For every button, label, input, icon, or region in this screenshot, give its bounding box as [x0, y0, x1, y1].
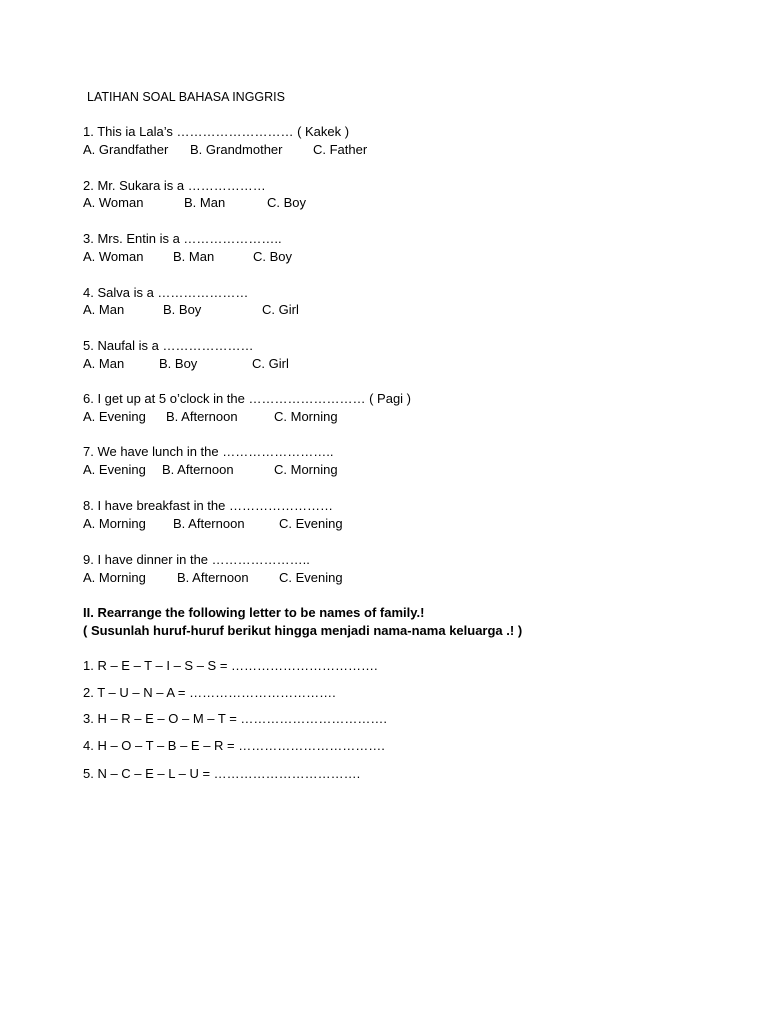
- question-2-option-b: B. Man: [184, 195, 226, 210]
- question-8-option-c: C. Evening: [279, 516, 343, 531]
- rearrange-item-4: 4. H – O – T – B – E – R = …………………………….: [83, 738, 385, 753]
- question-6-option-b: B. Afternoon: [166, 409, 238, 424]
- question-2-option-a: A. Woman: [83, 195, 144, 210]
- question-5-option-b: B. Boy: [159, 356, 198, 371]
- question-7-option-a: A. Evening: [83, 462, 146, 477]
- question-9: 9. I have dinner in the …………………..: [83, 552, 310, 567]
- question-1-option-b: B. Grandmother: [190, 142, 283, 157]
- question-1: 1. This ia Lala’s ……………………… ( Kakek ): [83, 124, 350, 139]
- question-5: 5. Naufal is a …………………: [83, 338, 254, 353]
- question-9-option-c: C. Evening: [279, 570, 343, 585]
- page-title: LATIHAN SOAL BAHASA INGGRIS: [87, 90, 285, 104]
- question-3-option-c: C. Boy: [253, 249, 293, 264]
- question-1-option-a: A. Grandfather: [83, 142, 169, 157]
- question-5-option-a: A. Man: [83, 356, 125, 371]
- rearrange-item-2: 2. T – U – N – A = …………………………….: [83, 685, 336, 700]
- section-2-subheading: ( Susunlah huruf-huruf berikut hingga menjadi nama-nama keluarga .! ): [83, 623, 523, 638]
- question-4-option-b: B. Boy: [163, 302, 202, 317]
- rearrange-item-5: 5. N – C – E – L – U = …………………………….: [83, 766, 361, 781]
- question-7: 7. We have lunch in the ……………………..: [83, 444, 334, 459]
- question-2: 2. Mr. Sukara is a ………………: [83, 178, 266, 193]
- question-3-option-a: A. Woman: [83, 249, 144, 264]
- question-6-option-c: C. Morning: [274, 409, 338, 424]
- section-2-heading: II. Rearrange the following letter to be names of family.!: [83, 605, 425, 620]
- question-6: 6. I get up at 5 o’clock in the ……………………… ( Pagi ): [83, 391, 412, 406]
- question-9-option-a: A. Morning: [83, 570, 146, 585]
- question-6-option-a: A. Evening: [83, 409, 146, 424]
- question-8-option-b: B. Afternoon: [173, 516, 245, 531]
- question-7-option-c: C. Morning: [274, 462, 338, 477]
- question-2-option-c: C. Boy: [267, 195, 307, 210]
- rearrange-item-1: 1. R – E – T – I – S – S = …………………………….: [83, 658, 378, 673]
- rearrange-item-3: 3. H – R – E – O – M – T = …………………………….: [83, 711, 388, 726]
- question-4-option-c: C. Girl: [262, 302, 299, 317]
- question-4: 4. Salva is a …………………: [83, 285, 249, 300]
- question-4-option-a: A. Man: [83, 302, 125, 317]
- question-3-option-b: B. Man: [173, 249, 215, 264]
- question-5-option-c: C. Girl: [252, 356, 289, 371]
- question-7-option-b: B. Afternoon: [162, 462, 234, 477]
- question-9-option-b: B. Afternoon: [177, 570, 249, 585]
- question-8-option-a: A. Morning: [83, 516, 146, 531]
- question-3: 3. Mrs. Entin is a …………………..: [83, 231, 282, 246]
- question-8: 8. I have breakfast in the ……………………: [83, 498, 333, 513]
- question-1-option-c: C. Father: [313, 142, 368, 157]
